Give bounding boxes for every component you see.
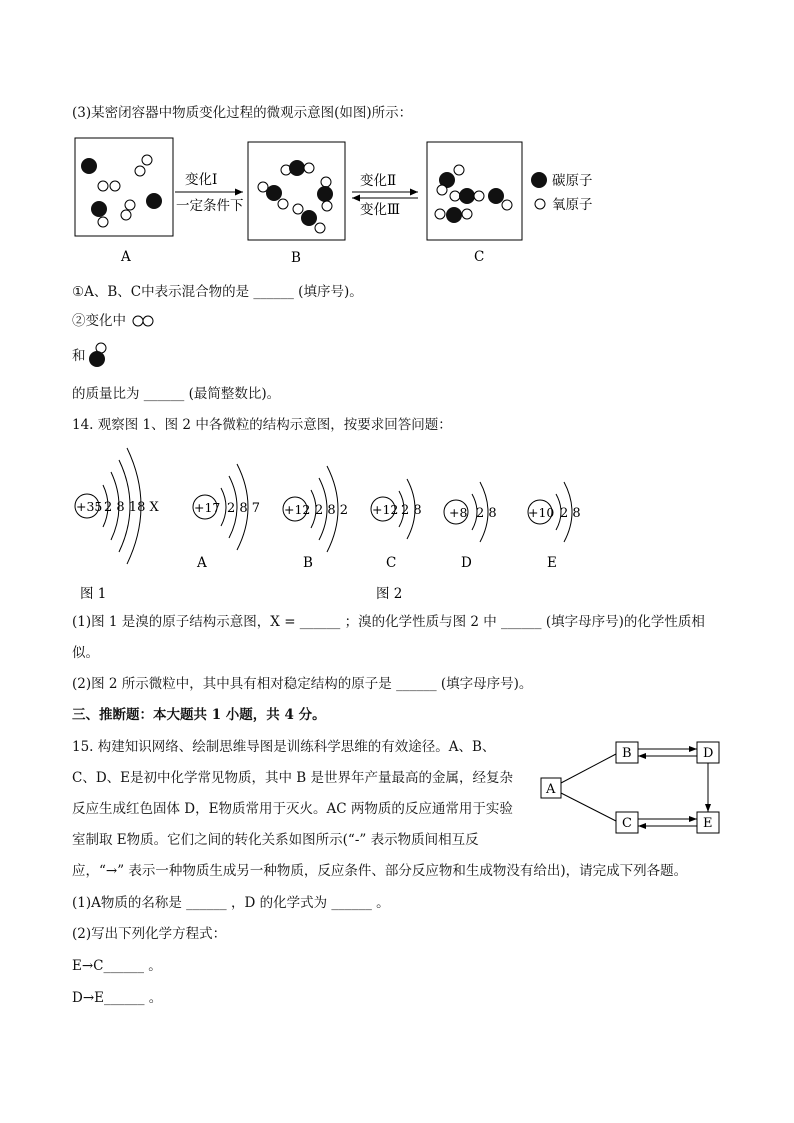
legend-oxygen: 氧原子 xyxy=(552,197,593,213)
q14-sub2: (2)图 2 所示微粒中，其中具有相对稳定结构的原子是 ______ (填字母序号)。 xyxy=(72,676,533,692)
q15-sub1: (1)A物质的名称是 ______ ，D 的化学式为 ______ 。 xyxy=(72,895,390,911)
section3-heading: 三、推断题：本大题共 1 小题，共 4 分。 xyxy=(72,707,326,723)
q13-sub1: ①A、B、C中表示混合物的是 ______ (填序号)。 xyxy=(72,284,363,300)
box-b-label: B xyxy=(291,250,301,266)
q14-sub1-line2: 似。 xyxy=(72,645,99,661)
atom-label: A xyxy=(197,555,207,571)
q15-line2: C、D、E是初中化学常见物质，其中 B 是世界年产量最高的金属，经复杂 xyxy=(72,770,514,786)
atom-shells: 2 8 2 xyxy=(315,503,349,518)
atom-nucleus: +12 xyxy=(284,502,311,517)
change1-condition: 一定条件下 xyxy=(176,198,244,214)
atom-nucleus: +12 xyxy=(372,502,399,517)
atom-shells: 2 8 18 X xyxy=(104,500,159,515)
svg-text:A: A xyxy=(546,782,556,797)
q15-sub2: (2)写出下列化学方程式： xyxy=(72,926,227,942)
atom-label: B xyxy=(303,555,313,571)
atom-label: D xyxy=(461,555,472,571)
legend-carbon: 碳原子 xyxy=(552,173,593,189)
q15-line5: 应，“→” 表示一种物质生成另一种物质，反应条件、部分反应物和生成物没有给出)，请完成下列各题。 xyxy=(72,863,688,879)
q13-part3-intro: (3)某密闭容器中物质变化过程的微观示意图(如图)所示： xyxy=(72,105,413,121)
fig1-label: 图 1 xyxy=(80,586,107,602)
change2-label: 变化Ⅱ xyxy=(360,173,397,189)
q14-sub1-line1: (1)图 1 是溴的原子结构示意图，X = ______ ；溴的化学性质与图 2 中 ______ (填字母序号)的化学性质相 xyxy=(72,614,705,630)
atom-nucleus: +17 xyxy=(194,500,221,515)
atom-shells: 2 8 xyxy=(401,503,422,518)
svg-text:D: D xyxy=(703,746,714,761)
atom-nucleus: +8 xyxy=(449,505,468,520)
atom-label: E xyxy=(547,555,557,571)
q15-line4: 室制取 E物质。它们之间的转化关系如图所示(“-” 表示物质间相互反 xyxy=(72,832,479,848)
fig2-label: 图 2 xyxy=(376,586,403,602)
q13-sub2-prefix: ②变化中 xyxy=(72,313,126,329)
svg-text:B: B xyxy=(622,746,632,761)
atom-nucleus: +10 xyxy=(528,505,555,520)
q15-line1: 15. 构建知识网络、绘制思维导图是训练科学思维的有效途径。A、B、 xyxy=(72,739,496,755)
atom-shells: 2 8 xyxy=(476,506,497,521)
q15-line3: 反应生成红色固体 D，E物质常用于灭火。AC 两物质的反应通常用于实验 xyxy=(72,801,513,817)
change1-label: 变化Ⅰ xyxy=(185,172,218,188)
svg-text:C: C xyxy=(622,816,632,831)
q15-eq1: E→C______ 。 xyxy=(72,958,162,974)
atom-shells: 2 8 xyxy=(560,506,581,521)
svg-text:E: E xyxy=(703,816,713,831)
q15-eq2: D→E______ 。 xyxy=(72,990,163,1006)
q14-stem: 14. 观察图 1、图 2 中各微粒的结构示意图，按要求回答问题： xyxy=(72,417,452,433)
q13-sub2-suffix: 的质量比为 ______ (最简整数比)。 xyxy=(72,386,281,402)
atom-nucleus: +35 xyxy=(76,499,103,514)
q13-sub2-and: 和 xyxy=(72,348,86,364)
box-a-label: A xyxy=(121,249,131,265)
box-c-label: C xyxy=(474,249,485,265)
atom-label: C xyxy=(386,555,397,571)
atom-shells: 2 8 7 xyxy=(227,501,261,516)
change3-label: 变化Ⅲ xyxy=(360,202,401,218)
